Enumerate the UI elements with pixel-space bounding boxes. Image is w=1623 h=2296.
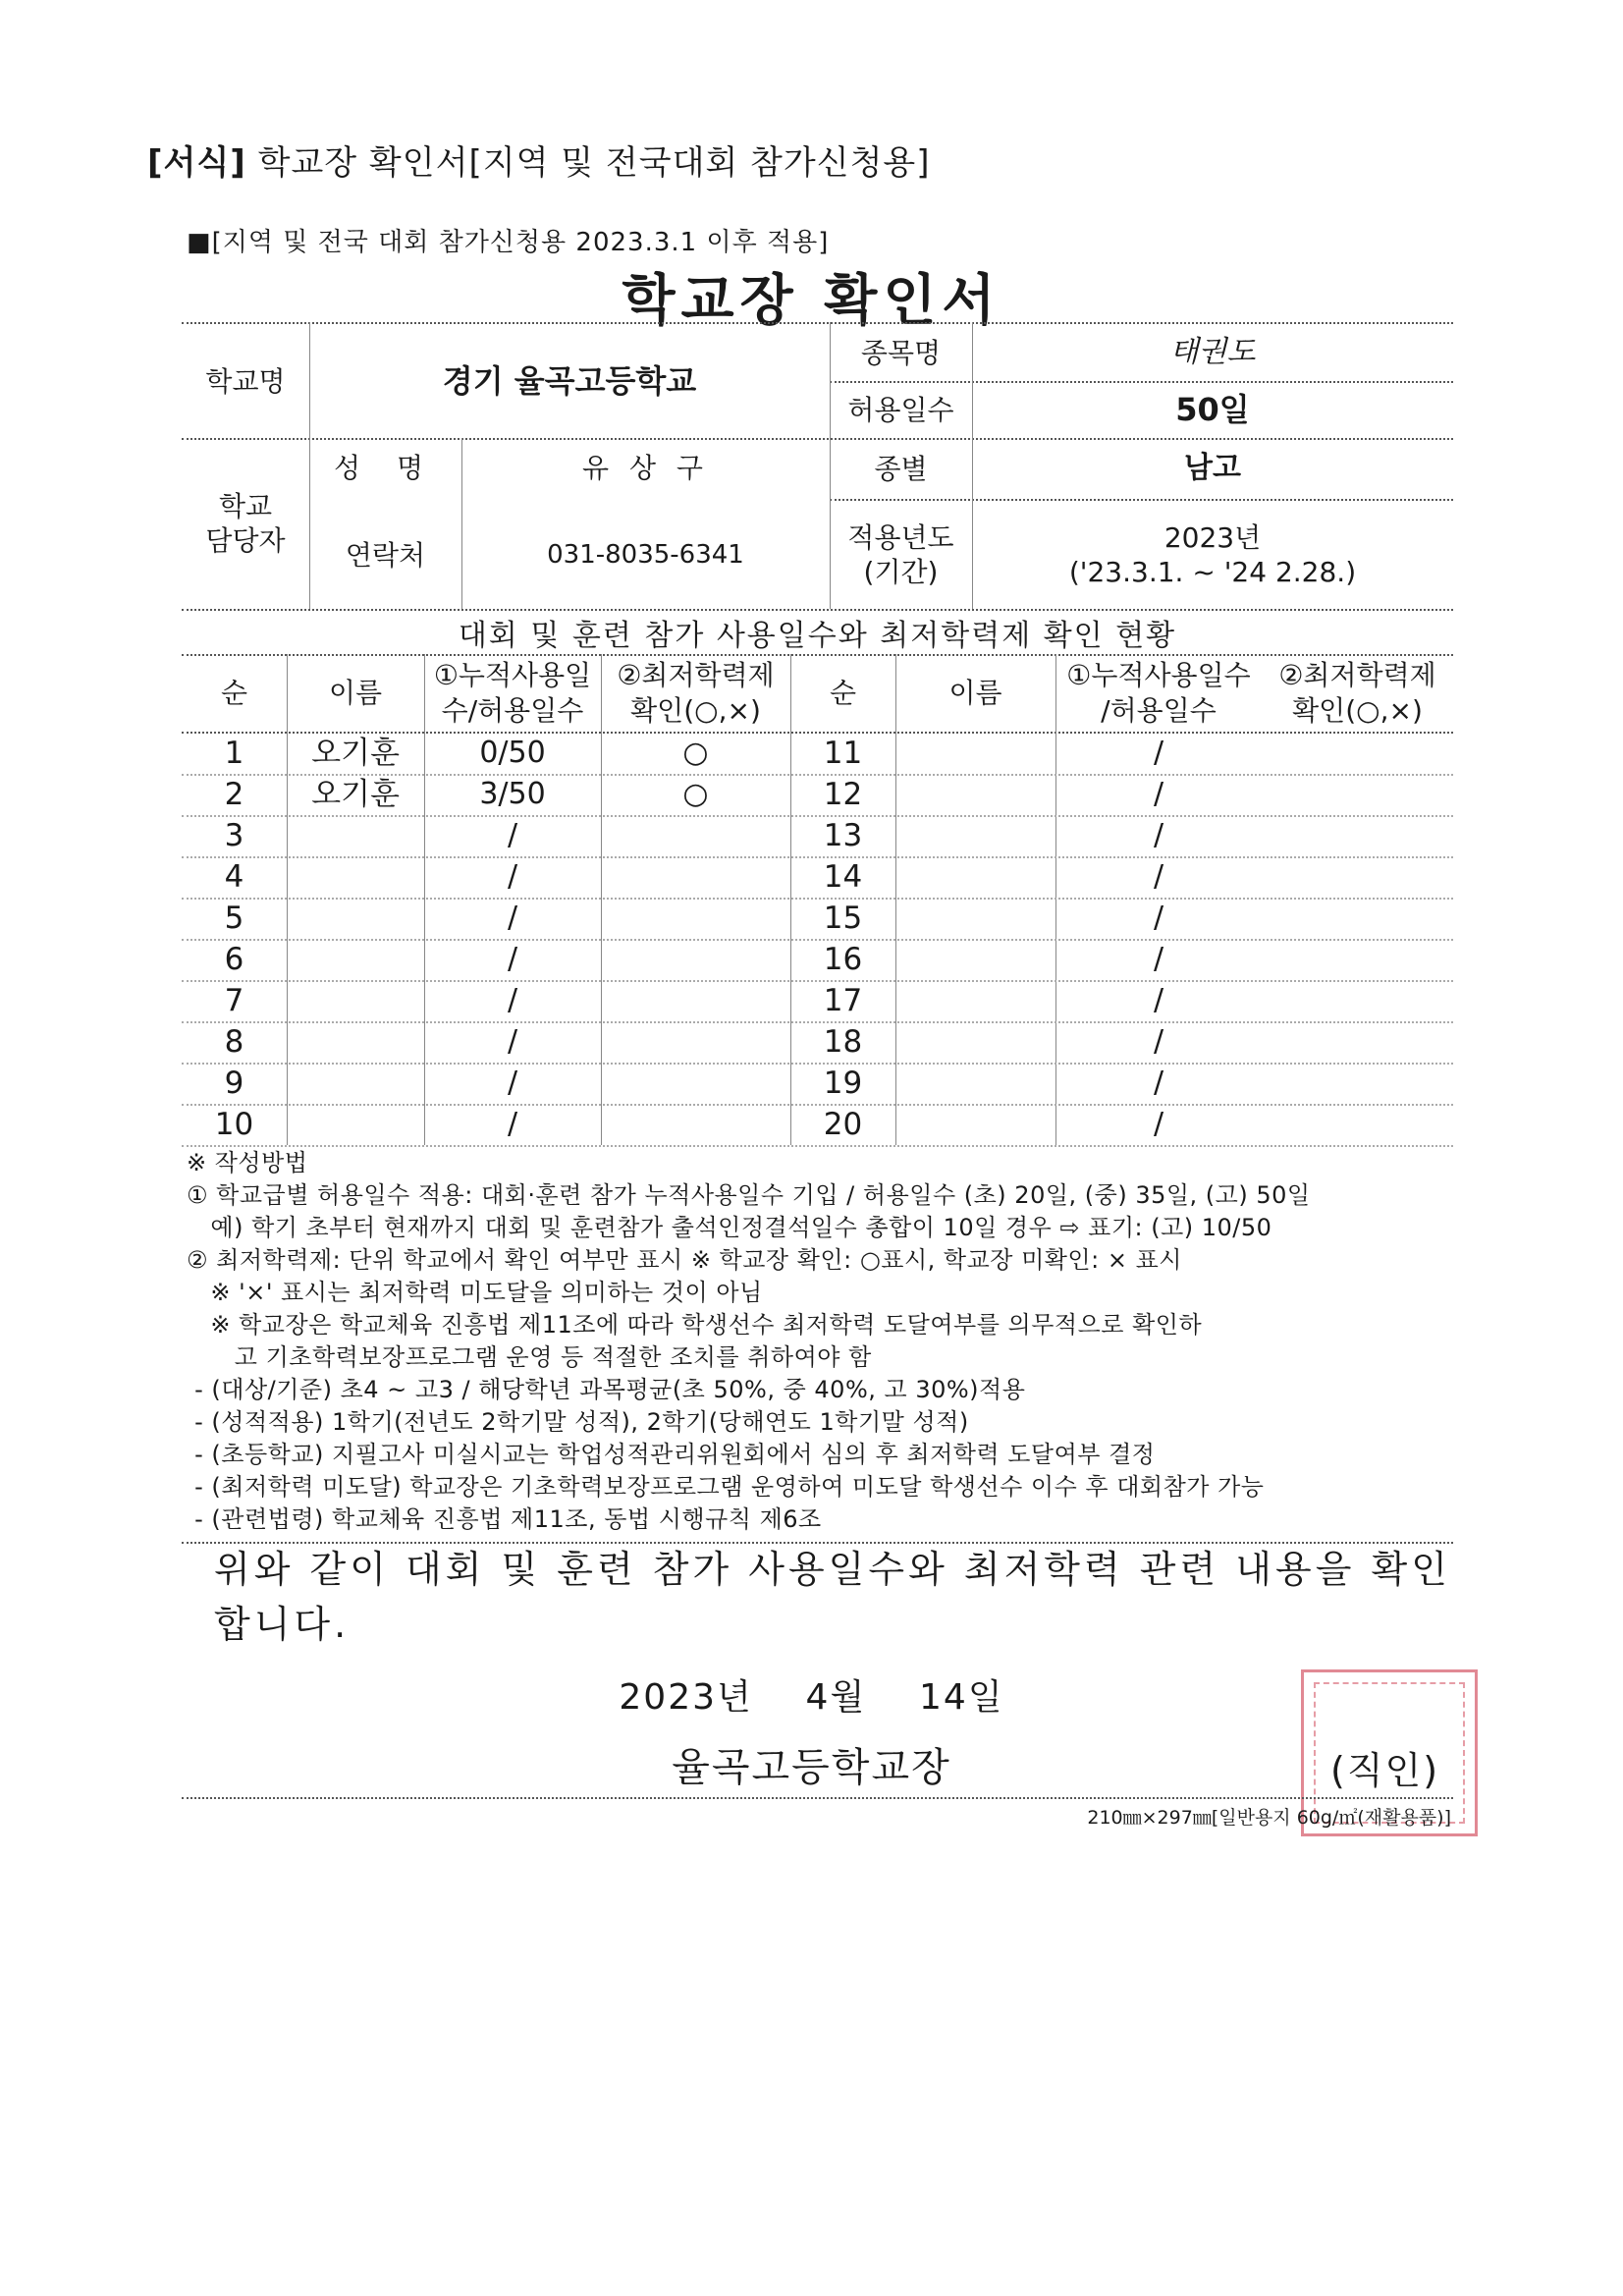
- row-days: /: [1153, 859, 1164, 895]
- row-days: /: [1153, 818, 1164, 853]
- instruction-line: 고 기초학력보장프로그램 운영 등 적절한 조치를 취하여야 함: [187, 1343, 872, 1371]
- row-num: 11: [823, 735, 863, 771]
- row-name: [895, 774, 1055, 815]
- header-days-line1: ①누적사용일: [433, 658, 592, 691]
- row-min: [1262, 815, 1453, 856]
- main-title: 학교장 확인서: [622, 269, 1001, 333]
- instruction-line: - (관련법령) 학교체육 진흥법 제11조, 동법 시행규칙 제6조: [187, 1505, 822, 1533]
- row-num: 18: [823, 1023, 863, 1060]
- row-days: /: [507, 859, 518, 895]
- header-days-line2: 수/허용일수: [441, 694, 584, 727]
- confirmation-line2: 합니다.: [214, 1603, 351, 1646]
- instruction-line: ② 최저학력제: 단위 학교에서 확인 여부만 표시 ※ 학교장 확인: ○표시, 학교장 미확인: × 표시: [187, 1246, 1182, 1274]
- row-days: /: [1153, 1066, 1164, 1101]
- row-num: 4: [224, 858, 244, 895]
- header-name: 이름: [328, 676, 383, 709]
- row-min: [1262, 939, 1453, 980]
- event-value: 태권도: [1169, 335, 1256, 370]
- header-days-right-line1: ①누적사용일수: [1066, 658, 1251, 691]
- principal-name: 율곡고등학교장: [672, 1745, 951, 1790]
- row-min: [1262, 1063, 1453, 1104]
- row-days: /: [1153, 1024, 1164, 1060]
- header-min-right-line1: ②최저학력제: [1278, 658, 1436, 691]
- year-label-line1: 적용년도: [847, 521, 954, 554]
- row-num: 20: [823, 1106, 863, 1142]
- row-days: /: [1153, 942, 1164, 977]
- row-num: 1: [224, 735, 244, 771]
- confirmation-text: [214, 1542, 1451, 1652]
- row-num: 14: [823, 858, 863, 895]
- row-min: ○: [682, 777, 709, 812]
- row-num: 3: [224, 817, 244, 853]
- row-days: /: [1153, 1107, 1164, 1142]
- row-name: [287, 1104, 424, 1145]
- row-name: [895, 980, 1055, 1021]
- header-days-right-line2: /허용일수: [1101, 694, 1217, 727]
- row-days: /: [507, 1066, 518, 1101]
- applicability-note: ■[지역 및 전국 대회 참가신청용 2023.3.1 이후 적용]: [187, 228, 830, 257]
- row-days: /: [1153, 901, 1164, 936]
- row-days: /: [507, 1107, 518, 1142]
- row-num: 7: [224, 982, 244, 1018]
- row-name: [895, 856, 1055, 898]
- header-min: [601, 656, 790, 731]
- header-num-right: 순: [829, 676, 857, 709]
- row-min: [1262, 856, 1453, 898]
- instruction-line: ※ 학교장은 학교체육 진흥법 제11조에 따라 학생선수 최저학력 도달여부를 의무적으로 확인하: [187, 1311, 1203, 1339]
- row-min: [1262, 980, 1453, 1021]
- row-min: [601, 980, 790, 1021]
- manager-label: [182, 438, 309, 609]
- row-name: [287, 939, 424, 980]
- form-bracket: [서식]: [147, 143, 246, 183]
- row-min: [1262, 898, 1453, 939]
- row-name: [895, 898, 1055, 939]
- manager-name: 유 상 구: [582, 451, 709, 484]
- row-name: [895, 939, 1055, 980]
- row-name: [287, 1021, 424, 1063]
- instruction-line: - (대상/기준) 초4 ~ 고3 / 해당학년 과목평균(초 50%, 중 40%, 고 30%)적용: [187, 1376, 1026, 1403]
- school-name: 경기 율곡고등학교: [442, 362, 697, 400]
- divider: [182, 1797, 1453, 1799]
- row-min: [601, 1104, 790, 1145]
- row-num: 12: [823, 776, 863, 812]
- row-days: /: [1153, 983, 1164, 1018]
- instruction-line: - (초등학교) 지필고사 미실시교는 학업성적관리위원회에서 심의 후 최저학력 도달여부 결정: [187, 1441, 1156, 1468]
- year-value: [972, 501, 1453, 609]
- contact-value: 031-8035-6341: [547, 539, 744, 570]
- instruction-line: ※ '×' 표시는 최저학력 미도달을 의미하는 것이 아님: [187, 1279, 763, 1306]
- row-min: [1262, 774, 1453, 815]
- row-name: [895, 815, 1055, 856]
- row-min: [601, 815, 790, 856]
- row-days: 0/50: [479, 736, 546, 771]
- row-min: [601, 939, 790, 980]
- school-label: 학교명: [205, 364, 286, 398]
- allowed-days-value: 50일: [1175, 391, 1250, 428]
- paper-spec: 210㎜×297㎜[일반용지 60g/㎡(재활용품)]: [1087, 1807, 1451, 1829]
- instructions-lines: [187, 1179, 1463, 1536]
- row-num: 5: [224, 900, 244, 936]
- row-num: 15: [823, 900, 863, 936]
- allowed-days-label: 허용일수: [847, 393, 954, 426]
- header-min-right-line2: 확인(○,×): [1292, 694, 1423, 727]
- row-days: /: [507, 1024, 518, 1060]
- row-days: /: [507, 901, 518, 936]
- row-name: [895, 733, 1055, 774]
- header-min-right: [1262, 656, 1453, 731]
- form-title-text: 학교장 확인서[지역 및 전국대회 참가신청용]: [257, 143, 931, 183]
- row-days: /: [507, 983, 518, 1018]
- row-num: 6: [224, 941, 244, 977]
- issue-date: 2023년 4월 14일: [619, 1677, 1004, 1718]
- year-label: [830, 501, 972, 609]
- row-name: [895, 1063, 1055, 1104]
- row-days: /: [1153, 777, 1164, 812]
- manager-label-line2: 담당자: [205, 524, 286, 557]
- category-value: 남고: [1184, 451, 1241, 486]
- section-title: 대회 및 훈련 참가 사용일수와 최저학력제 확인 현황: [458, 619, 1177, 653]
- year-value-line1: 2023년: [1163, 521, 1262, 554]
- event-label: 종목명: [860, 336, 942, 369]
- instruction-line: - (최저학력 미도달) 학교장은 기초학력보장프로그램 운영하여 미도달 학생선수 이수 후 대회참가 가능: [187, 1473, 1265, 1501]
- row-name: 오기훈: [311, 776, 400, 812]
- header-days: [424, 656, 601, 731]
- row-min: [1262, 733, 1453, 774]
- header-min-line1: ②최저학력제: [617, 658, 775, 691]
- form-title: [147, 136, 931, 184]
- confirmation-line1: 위와 같이 대회 및 훈련 참가 사용일수와 최저학력 관련 내용을 확인: [214, 1548, 1451, 1591]
- header-name-right: 이름: [948, 676, 1002, 709]
- instruction-line: 예) 학기 초부터 현재까지 대회 및 훈련참가 출석인정결석일수 총합이 10일 경우 ⇨ 표기: (고) 10/50: [187, 1214, 1272, 1241]
- contact-label: 연락처: [345, 538, 426, 572]
- instruction-line: - (성적적용) 1학기(전년도 2학기말 성적), 2학기(당해연도 1학기말 성적): [187, 1408, 969, 1436]
- row-name: [287, 1063, 424, 1104]
- seal-label: (직인): [1330, 1749, 1440, 1792]
- header-min-line2: 확인(○,×): [630, 694, 761, 727]
- row-num: 13: [823, 817, 863, 853]
- row-name: [287, 898, 424, 939]
- row-name: [895, 1021, 1055, 1063]
- row-min: [1262, 1021, 1453, 1063]
- row-days: /: [507, 818, 518, 853]
- year-label-line2: (기간): [863, 556, 939, 588]
- instructions: [187, 1147, 1463, 1536]
- row-num: 9: [224, 1065, 244, 1101]
- header-days-right: [1055, 656, 1262, 731]
- row-num: 8: [224, 1023, 244, 1060]
- year-value-line2: ('23.3.1. ~ '24 2.28.): [1068, 556, 1357, 588]
- row-min: [601, 856, 790, 898]
- row-name: [287, 980, 424, 1021]
- row-min: [601, 898, 790, 939]
- row-name: [287, 815, 424, 856]
- row-min: ○: [682, 736, 709, 771]
- row-num: 17: [823, 982, 863, 1018]
- instructions-heading: ※ 작성방법: [187, 1149, 308, 1176]
- row-min: [1262, 1104, 1453, 1145]
- instruction-line: ① 학교급별 허용일수 적용: 대회·훈련 참가 누적사용일수 기입 / 허용일수 (초) 20일, (중) 35일, (고) 50일: [187, 1181, 1311, 1209]
- row-num: 19: [823, 1065, 863, 1101]
- manager-label-line1: 학교: [218, 490, 273, 522]
- header-num: 순: [220, 676, 248, 709]
- row-num: 10: [214, 1106, 254, 1142]
- row-name: [895, 1104, 1055, 1145]
- name-label: 성 명: [334, 451, 437, 484]
- row-min: [601, 1063, 790, 1104]
- row-days: 3/50: [479, 777, 546, 812]
- row-num: 16: [823, 941, 863, 977]
- row-days: /: [507, 942, 518, 977]
- row-days: /: [1153, 736, 1164, 771]
- row-name: 오기훈: [311, 735, 400, 771]
- row-name: [287, 856, 424, 898]
- category-label: 종별: [874, 452, 928, 485]
- row-min: [601, 1021, 790, 1063]
- row-num: 2: [224, 776, 244, 812]
